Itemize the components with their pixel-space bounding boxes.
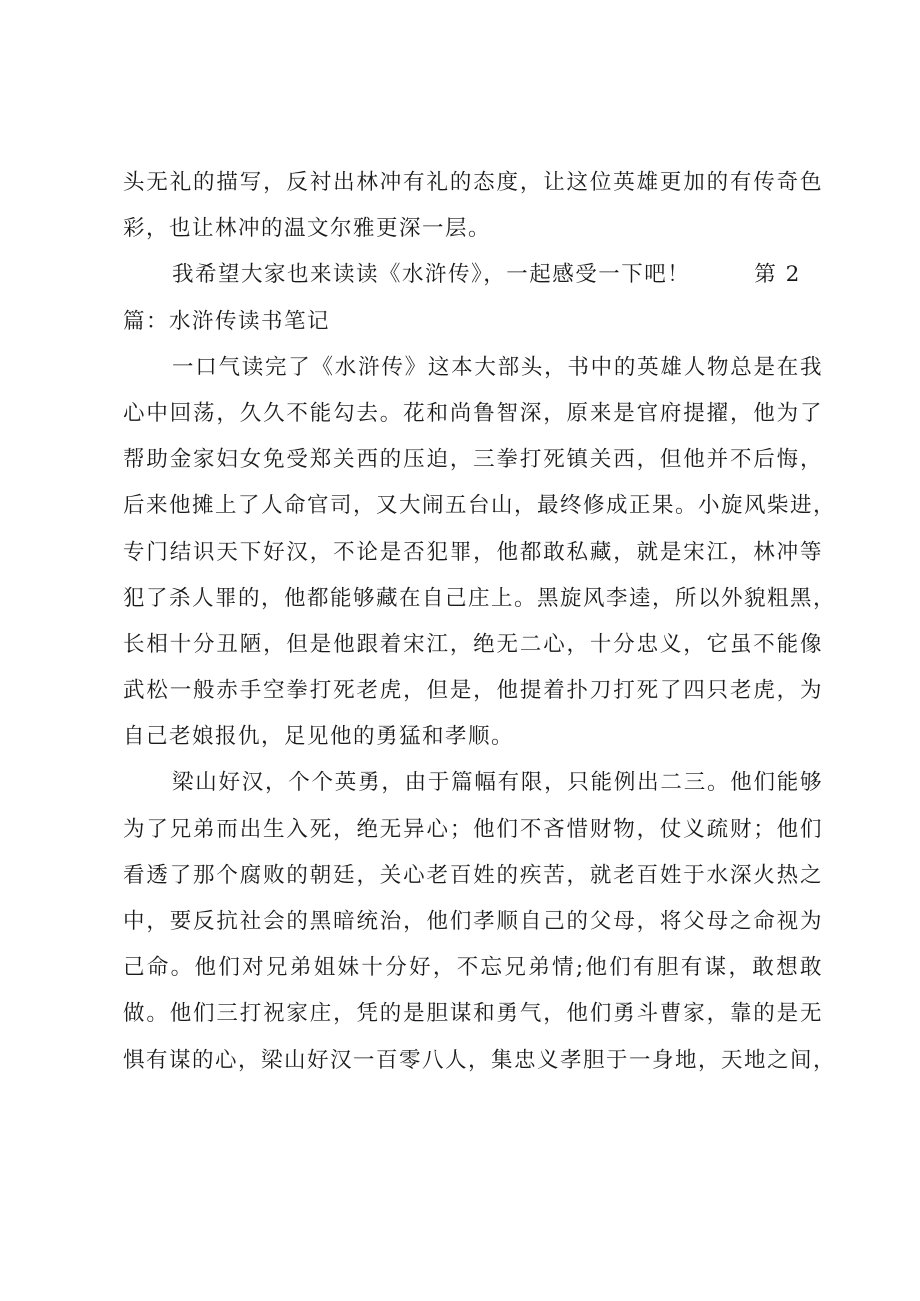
text-line: 惧有谋的心，梁山好汉一百零八人，集忠义孝胆于一身地，天地之间， (123, 1047, 837, 1073)
text-line (123, 252, 823, 298)
chapter-label: 第 2 (754, 262, 801, 288)
text-line: 梁山好汉，个个英勇，由于篇幅有限，只能例出二三。他们能够 (172, 770, 823, 796)
text-line: 头无礼的描写，反衬出林冲有礼的态度，让这位英雄更加的有传奇色 (123, 170, 823, 195)
text-line: 做。他们三打祝家庄，凭的是胆谋和勇气，他们勇斗曹家，靠的是无 (123, 1001, 823, 1027)
text-line: 自己老娘报仇，足见他的勇猛和孝顺。 (123, 724, 515, 750)
document-body (123, 160, 837, 1084)
text-line: 犯了杀人罪的，他都能够藏在自己庄上。黑旋风李逵，所以外貌粗黑， (123, 585, 837, 611)
text-line: 彩，也让林冲的温文尔雅更深一层。 (123, 216, 492, 242)
text-line: 为了兄弟而出生入死，绝无异心；他们不吝惜财物，仗义疏财；他们 (123, 816, 823, 842)
text-line: 武松一般赤手空拳打死老虎，但是，他提着扑刀打死了四只老虎，为 (123, 678, 823, 704)
text-line: 长相十分丑陋，但是他跟着宋江，绝无二心，十分忠义，它虽不能像 (123, 631, 823, 657)
text-line: 帮助金家妇女免受郑关西的压迫，三拳打死镇关西，但他并不后悔， (123, 447, 823, 473)
text-line: 专门结识天下好汉，不论是否犯罪，他都敢私藏，就是宋江，林冲等 (123, 539, 823, 565)
chapter-heading: 篇：水浒传读书笔记 (123, 308, 331, 334)
text-line: 后来他摊上了人命官司，又大闹五台山，最终修成正果。小旋风柴进， (123, 493, 837, 519)
text-line: 心中回荡，久久不能勾去。花和尚鲁智深，原来是官府提擢，他为了 (123, 400, 823, 426)
text-line: 看透了那个腐败的朝廷，关心老百姓的疾苦，就老百姓于水深火热之 (123, 862, 823, 888)
text-line: 己命。他们对兄弟姐妹十分好，不忘兄弟情;他们有胆有谋，敢想敢 (123, 955, 823, 981)
closing-sentence: 我希望大家也来读读《水浒传》，一起感受一下吧！ (172, 262, 691, 288)
text-line: 中，要反抗社会的黑暗统治，他们孝顺自己的父母，将父母之命视为 (123, 909, 823, 934)
text-line: 一口气读完了《水浒传》这本大部头，书中的英雄人物总是在我 (172, 354, 823, 380)
